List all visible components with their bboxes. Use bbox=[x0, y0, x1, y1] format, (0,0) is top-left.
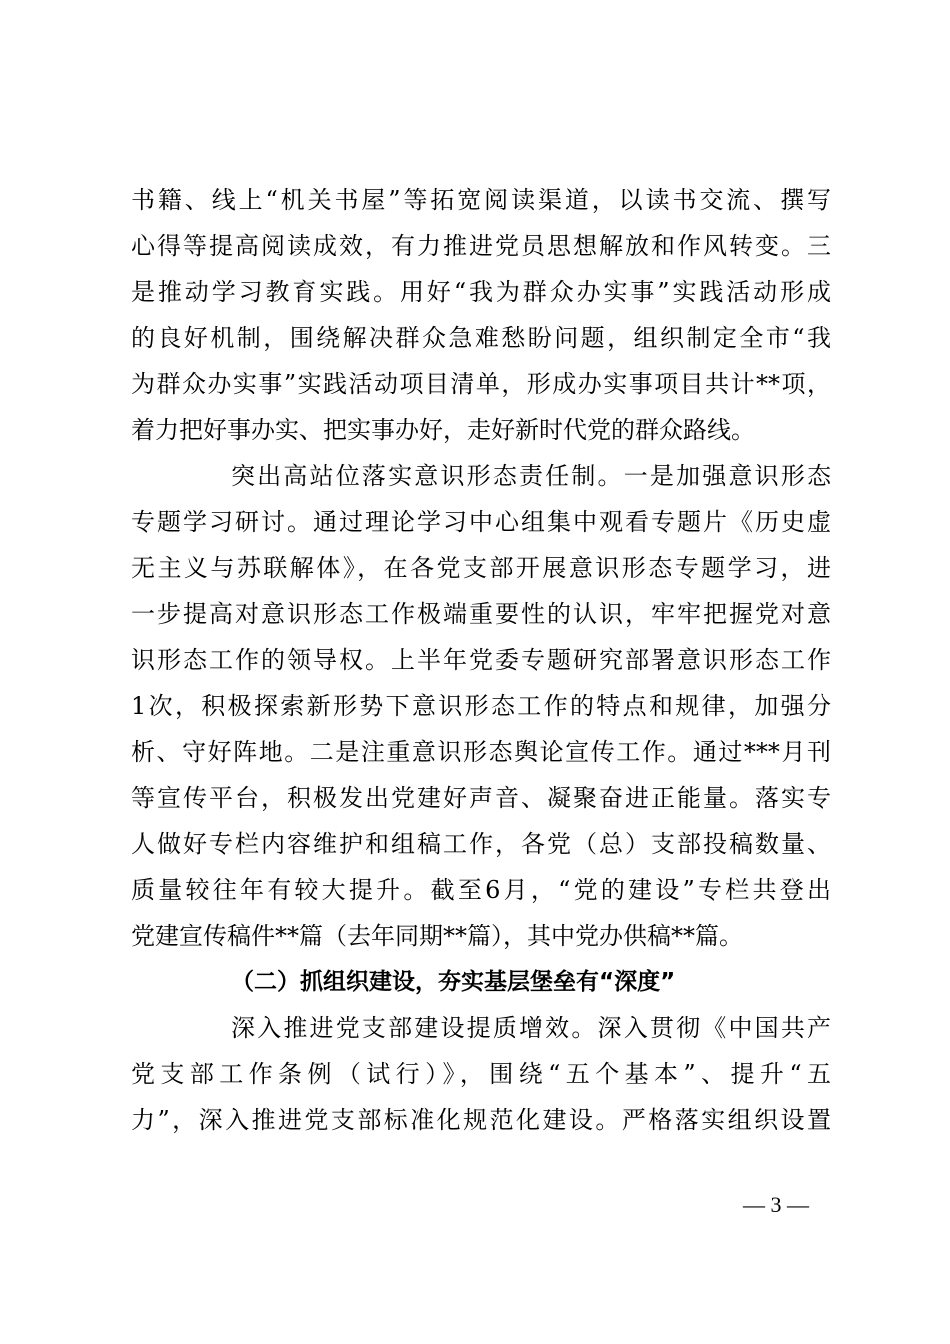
text-line-17: 党建宣传稿件**篇（去年同期**篇），其中党办供稿**篇。 bbox=[131, 922, 743, 950]
page-number: — 3 — bbox=[743, 1192, 809, 1217]
text-line-1: 书籍、线上“机关书屋”等拓宽阅读渠道，以读书交流、撰写 bbox=[131, 186, 831, 214]
text-line-20: 党支部工作条例（试行）》，围绕“五个基本”、提升“五 bbox=[131, 1060, 831, 1088]
text-line-15: 人做好专栏内容维护和组稿工作，各党（总）支部投稿数量、 bbox=[131, 830, 831, 858]
text-line-13: 析、守好阵地。二是注重意识形态舆论宣传工作。通过***月刊 bbox=[131, 738, 831, 766]
section-heading: （二）抓组织建设，夯实基层堡垒有“深度” bbox=[231, 969, 676, 995]
paragraph-start-ideology: 突出高站位落实意识形态责任制。一是加强意识形态 bbox=[231, 462, 831, 490]
text-line-4: 的良好机制，围绕解决群众急难愁盼问题，组织制定全市“我 bbox=[131, 324, 831, 352]
text-line-9: 无主义与苏联解体》，在各党支部开展意识形态专题学习，进 bbox=[131, 554, 831, 582]
text-line-21: 力”，深入推进党支部标准化规范化建设。严格落实组织设置 bbox=[131, 1106, 831, 1134]
text-line-12: 1次，积极探索新形势下意识形态工作的特点和规律，加强分 bbox=[131, 692, 831, 720]
text-line-8: 专题学习研讨。通过理论学习中心组集中观看专题片《历史虚 bbox=[131, 508, 831, 536]
text-line-14: 等宣传平台，积极发出党建好声音、凝聚奋进正能量。落实专 bbox=[131, 784, 831, 812]
text-line-16: 质量较往年有较大提升。截至6月，“党的建设”专栏共登出 bbox=[131, 876, 831, 904]
text-line-5: 为群众办实事”实践活动项目清单，形成办实事项目共计**项， bbox=[131, 370, 831, 398]
text-line-3: 是推动学习教育实践。用好“我为群众办实事”实践活动形成 bbox=[131, 278, 831, 306]
text-line-2: 心得等提高阅读成效，有力推进党员思想解放和作风转变。三 bbox=[131, 232, 831, 260]
text-line-10: 一步提高对意识形态工作极端重要性的认识，牢牢把握党对意 bbox=[131, 600, 831, 628]
paragraph-start-branch: 深入推进党支部建设提质增效。深入贯彻《中国共产 bbox=[231, 1014, 831, 1042]
text-line-6: 着力把好事办实、把实事办好，走好新时代党的群众路线。 bbox=[131, 416, 755, 444]
text-line-11: 识形态工作的领导权。上半年党委专题研究部署意识形态工作 bbox=[131, 646, 831, 674]
